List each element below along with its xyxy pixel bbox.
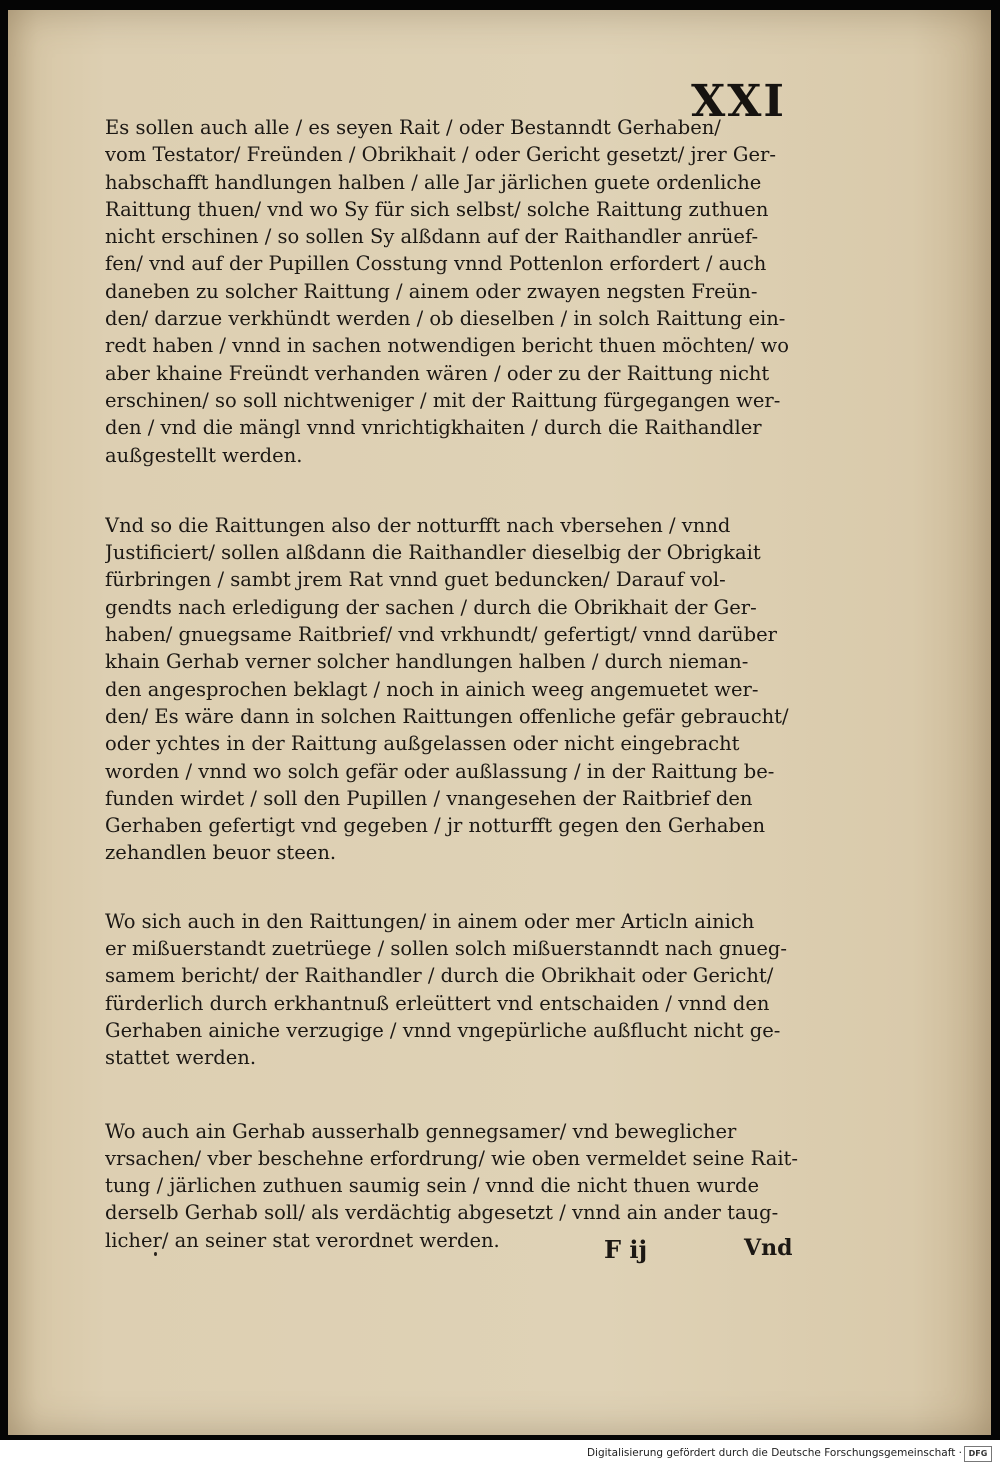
signature-mark: F ij (604, 1235, 648, 1264)
text-line: licher/ an seiner stat verordnet werden. (105, 1228, 500, 1252)
text-line: Raittung thuen/ vnd wo Sy für sich selbst/ solche Raittung zuthuen (105, 197, 769, 221)
funding-credit: Digitalisierung gefördert durch die Deutsche Forschungsgemeinschaft · (586, 1447, 962, 1459)
text-line: Es sollen auch alle / es seyen Rait / oder Bestanndt Gerhaben/ (105, 116, 721, 139)
text-line: erschinen/ so soll nichtweniger / mit der Raittung fürgegangen wer- (105, 388, 781, 412)
text-line: fürderlich durch erkhantnuß erleüttert vnd entschaiden / vnnd den (105, 991, 770, 1015)
text-line: derselb Gerhab soll/ als verdächtig abgesetzt / vnnd ain ander taug- (105, 1201, 779, 1225)
folio-number: XXI (691, 76, 786, 127)
book-page (8, 10, 991, 1435)
text-line: gendts nach erledigung der sachen / durch die Obrikhait der Ger- (105, 595, 757, 619)
text-line: nicht erschinen / so sollen Sy alßdann auf der Raithandler anrüef- (105, 225, 759, 249)
text-line: den angesprochen beklagt / noch in ainich weeg angemuetet wer- (105, 677, 759, 701)
text-line: den / vnd die mängl vnnd vnrichtigkhaiten / durch die Raithandler (105, 416, 762, 440)
text-line: redt haben / vnnd in sachen notwendigen bericht thuen möchten/ wo (105, 334, 789, 358)
paragraph-gap (105, 867, 808, 908)
dfg-logo-icon: DFG (964, 1446, 992, 1462)
text-line: stattet werden. (105, 1046, 257, 1070)
text-line: Justificiert/ sollen alßdann die Raithandler dieselbig der Obrigkait (105, 541, 761, 565)
paragraph-gap (105, 469, 808, 512)
text-line: daneben zu solcher Raittung / ainem oder zwayen negsten Freün- (105, 279, 758, 303)
catchword: Vnd (744, 1235, 793, 1261)
text-line: khain Gerhab verner solcher handlungen halben / durch nieman- (105, 650, 749, 674)
text-line: funden wirdet / soll den Pupillen / vnangesehen der Raitbrief den (105, 786, 753, 810)
text-line: tung / järlichen zuthuen saumig sein / vnnd die nicht thuen wurde (105, 1174, 760, 1198)
text-line: Vnd so die Raittungen also der notturfft nach vbersehen / vnnd (105, 513, 731, 537)
text-line: habschafft handlungen halben / alle Jar järlichen guete ordenliche (105, 170, 762, 194)
text-line: vrsachen/ vber beschehne erfordrung/ wie oben vermeldet seine Rait- (105, 1146, 798, 1170)
text-line: samem bericht/ der Raithandler / durch die Obrikhait oder Gericht/ (105, 964, 774, 988)
ink-dot (154, 1252, 157, 1256)
text-line: den/ darzue verkhündt werden / ob dieselben / in solch Raittung ein- (105, 307, 786, 331)
text-line: haben/ gnuegsame Raitbrief/ vnd vrkhundt/ gefertigt/ vnnd darüber (105, 623, 777, 647)
text-line: fen/ vnd auf der Pupillen Cosstung vnnd Pottenlon erfordert / auch (105, 252, 767, 276)
text-line: aber khaine Freündt verhanden wären / oder zu der Raittung nicht (105, 361, 770, 385)
paragraph-3 (105, 908, 808, 1072)
text-line: Gerhaben gefertigt vnd gegeben / jr notturfft gegen den Gerhaben (105, 814, 766, 838)
main-text (105, 114, 808, 1254)
text-line: worden / vnnd wo solch gefär oder außlassung / in der Raittung be- (105, 759, 775, 783)
text-line: fürbringen / sambt jrem Rat vnnd guet beduncken/ Darauf vol- (105, 568, 726, 592)
text-line: außgestellt werden. (105, 443, 303, 467)
footer-bar (0, 1440, 1000, 1469)
text-line: Gerhaben ainiche verzugige / vnnd vngepürliche außflucht nicht ge- (105, 1018, 781, 1042)
text-line: vom Testator/ Freünden / Obrikhait / oder Gericht gesetzt/ jrer Ger- (105, 143, 776, 167)
paragraph-2 (105, 512, 808, 867)
paragraph-gap (105, 1072, 808, 1118)
text-line: oder ychtes in der Raittung außgelassen oder nicht eingebracht (105, 732, 740, 756)
paragraph-4 (105, 1118, 808, 1254)
text-line: zehandlen beuor steen. (105, 841, 337, 865)
text-line: den/ Es wäre dann in solchen Raittungen offenliche gefär gebraucht/ (105, 704, 789, 728)
paragraph-1 (105, 114, 808, 469)
text-line: Wo sich auch in den Raittungen/ in ainem oder mer Articln ainich (105, 909, 755, 933)
text-line: Wo auch ain Gerhab ausserhalb gennegsamer/ vnd beweglicher (105, 1119, 737, 1143)
text-line: er mißuerstandt zuetrüege / sollen solch mißuerstanndt nach gnueg- (105, 937, 787, 961)
